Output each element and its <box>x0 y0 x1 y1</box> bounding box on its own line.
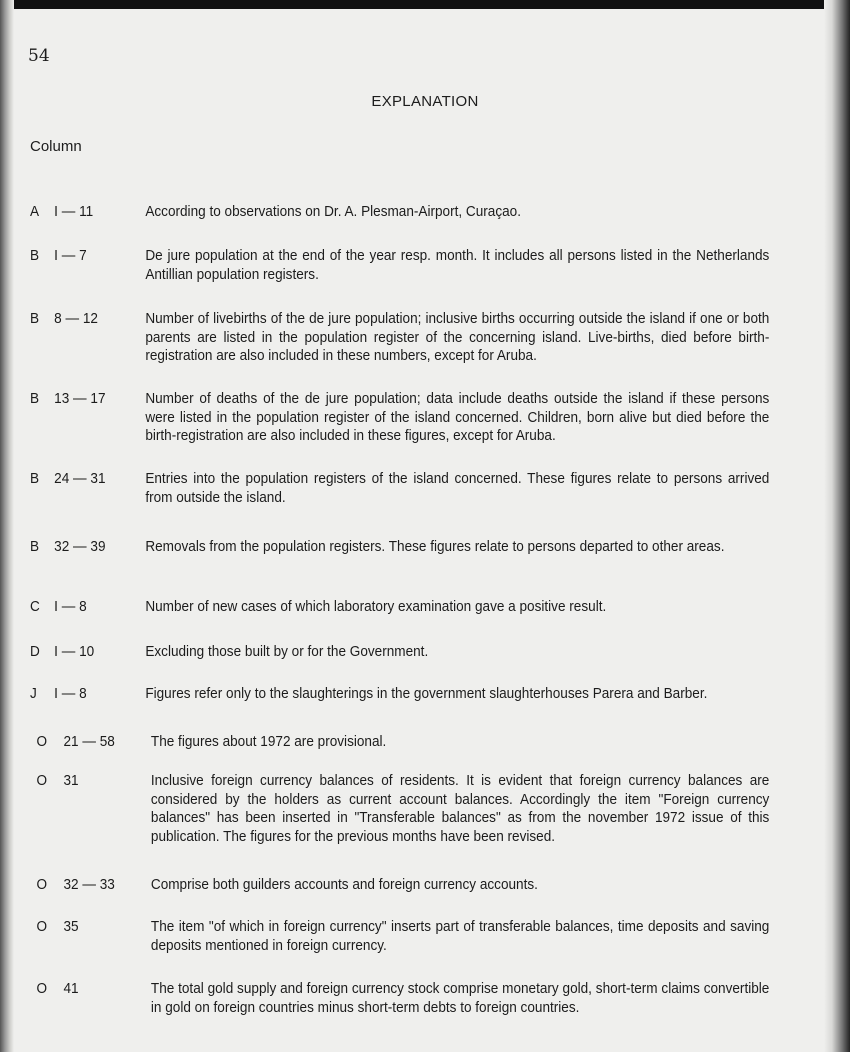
entry-column-range: 13 — 17 <box>54 391 106 407</box>
entry-table-letter: B <box>30 471 40 487</box>
entry-text: The total gold supply and foreign currency stock comprise monetary gold, short-term claims convertible in gold on foreign countries minus short-term debts to foreign countries. <box>150 981 770 1016</box>
entry-column-range: 21 — 58 <box>63 734 115 750</box>
page-binding-edge <box>0 0 14 1052</box>
entry-table-letter: O <box>36 773 48 789</box>
entry-text: Excluding those built by or for the Government. <box>145 644 429 660</box>
entry-table-letter: O <box>36 734 48 750</box>
entry-text: Number of deaths of the de jure population; data include deaths outside the island if these persons were listed in the population register of the island concerned. Children, born alive but died before the birth-registration are also included in these figures, except for Aruba. <box>145 391 770 444</box>
entry-column-range: I — 10 <box>54 644 95 660</box>
entry-column-range: 31 <box>63 773 79 789</box>
entry-column-range: 24 — 31 <box>54 471 106 487</box>
column-header: Column <box>30 138 82 155</box>
explanation-entry <box>30 598 769 617</box>
explanation-entry <box>30 643 769 662</box>
entry-text: Number of livebirths of the de jure population; inclusive births occurring outside the island if one or both parents are listed in the population register of the concerning island. Live-births, died before birth-registration are also included in these numbers, except for Aruba. <box>145 311 770 364</box>
explanation-entry <box>30 538 769 557</box>
entry-text: Entries into the population registers of the island concerned. These figures relate to persons arrived from outside the island. <box>145 471 770 506</box>
entry-text: Number of new cases of which laboratory examination gave a positive result. <box>145 599 607 615</box>
explanation-entry <box>30 918 769 955</box>
entry-table-letter: C <box>30 599 40 615</box>
entry-column-range: I — 8 <box>54 686 87 702</box>
entry-table-letter: O <box>36 877 48 893</box>
explanation-entry <box>30 247 769 284</box>
entry-text: Inclusive foreign currency balances of residents. It is evident that foreign currency balances are considered by the holders as current account balances. Accordingly the item "Foreign currency balances" has been inserted in "Transferable balances" as from the november 1972 issue of this publication. The figures for the previous months have been revised. <box>150 773 770 845</box>
explanation-entry <box>30 470 769 507</box>
entry-table-letter: O <box>36 981 48 997</box>
entry-table-letter: O <box>36 919 48 935</box>
entry-table-letter: D <box>30 644 40 660</box>
entry-text: The item "of which in foreign currency" inserts part of transferable balances, time deposits and saving deposits mentioned in foreign currency. <box>150 919 770 954</box>
explanation-entry <box>30 733 769 752</box>
explanation-entry <box>30 772 769 846</box>
explanation-entry <box>30 390 769 446</box>
entry-table-letter: B <box>30 539 40 555</box>
entry-table-letter: J <box>30 686 37 702</box>
explanation-entry <box>30 876 769 895</box>
entry-column-range: 32 — 33 <box>63 877 115 893</box>
entry-column-range: 41 <box>63 981 79 997</box>
entry-text: De jure population at the end of the year resp. month. It includes all persons listed in the Netherlands Antillian population registers. <box>145 248 770 283</box>
entry-column-range: 32 — 39 <box>54 539 106 555</box>
entry-column-range: I — 7 <box>54 248 87 264</box>
entry-text: The figures about 1972 are provisional. <box>150 734 387 750</box>
explanation-entry <box>30 310 769 366</box>
entry-table-letter: B <box>30 248 40 264</box>
entry-column-range: 35 <box>63 919 79 935</box>
entry-column-range: I — 11 <box>54 204 94 220</box>
entry-table-letter: A <box>30 204 40 220</box>
page-number: 54 <box>28 46 50 66</box>
explanation-entry <box>30 203 769 222</box>
explanation-entry <box>30 685 769 704</box>
entry-text: Figures refer only to the slaughterings in the government slaughterhouses Parera and Barber. <box>145 686 708 702</box>
page-right-edge <box>824 0 850 1052</box>
entry-text: Comprise both guilders accounts and foreign currency accounts. <box>150 877 538 893</box>
entry-column-range: 8 — 12 <box>54 311 98 327</box>
explanation-entry <box>30 980 769 1017</box>
page-title: EXPLANATION <box>371 93 479 110</box>
entry-text: Removals from the population registers. These figures relate to persons departed to other areas. <box>145 539 725 555</box>
entry-table-letter: B <box>30 391 40 407</box>
entry-text: According to observations on Dr. A. Plesman-Airport, Curaçao. <box>145 204 521 220</box>
entry-table-letter: B <box>30 311 40 327</box>
scan-top-border <box>0 0 850 9</box>
entry-column-range: I — 8 <box>54 599 87 615</box>
